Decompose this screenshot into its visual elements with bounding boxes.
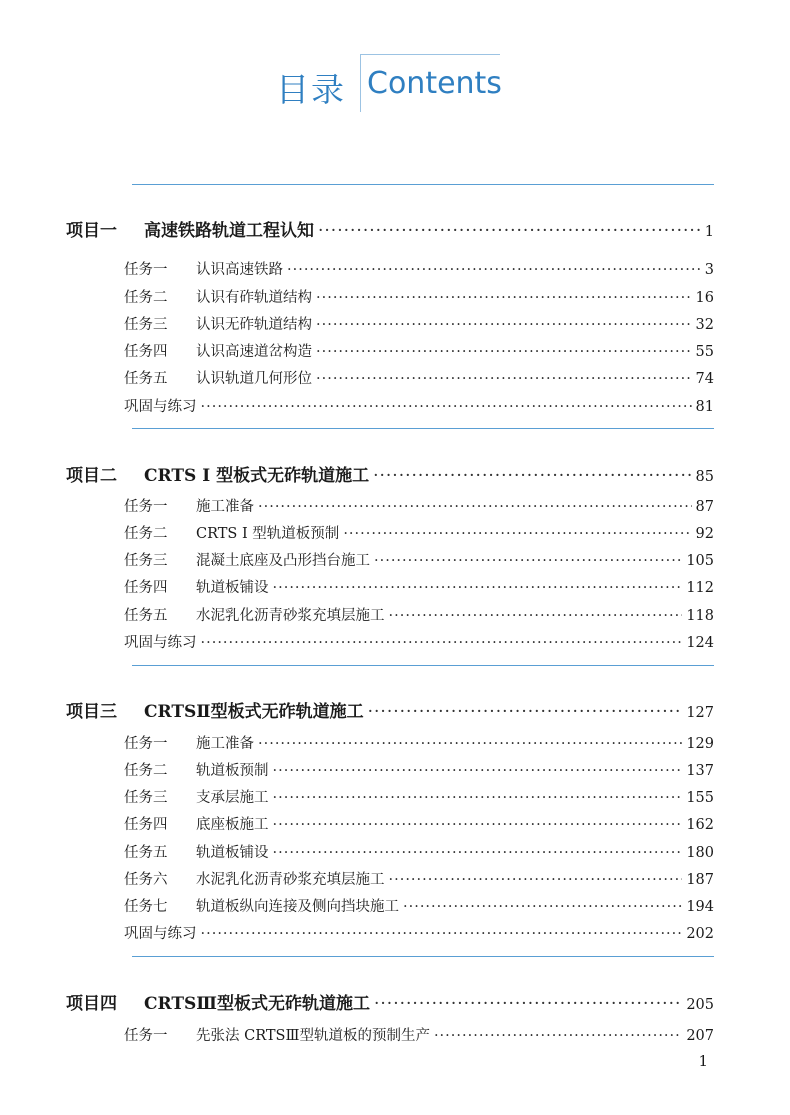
project-title <box>66 461 369 486</box>
task-title <box>124 604 385 625</box>
task-name: 轨道板纵向连接及侧向挡块施工 <box>196 899 399 915</box>
leader-dots <box>389 872 683 888</box>
task-label: 任务三 <box>124 553 168 569</box>
task-name: 水泥乳化沥青砂浆充填层施工 <box>196 608 385 624</box>
task-name: 认识有砟轨道结构 <box>196 290 312 306</box>
project-name: CRTS Ⅰ 型板式无砟轨道施工 <box>144 466 370 486</box>
task-name: 认识无砟轨道结构 <box>196 317 312 333</box>
section-divider <box>132 184 714 185</box>
page-ref: 105 <box>686 553 714 569</box>
leader-dots <box>343 526 691 542</box>
task-title <box>124 340 312 361</box>
project-entry[interactable] <box>66 216 714 241</box>
task-entry[interactable] <box>124 495 714 516</box>
task-name: 认识轨道几何形位 <box>196 371 312 387</box>
task-entry[interactable] <box>124 604 714 625</box>
page-number: 1 <box>698 1052 708 1070</box>
task-entry[interactable] <box>124 759 714 780</box>
task-title <box>124 759 269 780</box>
task-label: 任务七 <box>124 899 168 915</box>
task-title <box>124 813 269 834</box>
leader-dots <box>258 736 682 752</box>
task-name: 认识高速道岔构造 <box>196 344 312 360</box>
title-english: Contents <box>367 66 502 101</box>
leader-dots <box>316 317 692 333</box>
project-label: 项目四 <box>66 994 117 1014</box>
task-label: 任务五 <box>124 608 168 624</box>
task-name: 轨道板铺设 <box>196 580 269 596</box>
task-title <box>124 786 269 807</box>
leader-dots <box>258 499 692 515</box>
task-entry[interactable] <box>124 395 714 416</box>
task-entry[interactable] <box>124 1024 714 1045</box>
task-title <box>124 522 339 543</box>
page-ref: 1 <box>704 224 714 240</box>
task-title <box>124 367 312 388</box>
task-entry[interactable] <box>124 895 714 916</box>
leader-dots <box>273 817 683 833</box>
project-title <box>66 697 364 722</box>
task-entry[interactable] <box>124 340 714 361</box>
leader-dots <box>373 466 691 486</box>
leader-dots <box>316 371 692 387</box>
page-ref: 81 <box>695 399 714 415</box>
task-title <box>124 258 283 279</box>
task-title <box>124 868 385 889</box>
task-entry[interactable] <box>124 286 714 307</box>
leader-dots <box>434 1028 682 1044</box>
task-name: 先张法 CRTSⅢ型轨道板的预制生产 <box>196 1028 430 1044</box>
task-title <box>124 922 197 943</box>
task-entry[interactable] <box>124 786 714 807</box>
task-label: 任务二 <box>124 526 168 542</box>
task-label: 任务二 <box>124 763 168 779</box>
leader-dots <box>316 290 692 306</box>
task-entry[interactable] <box>124 258 714 279</box>
page-ref: 202 <box>686 926 714 942</box>
task-label: 任务五 <box>124 371 168 387</box>
leader-dots <box>287 262 701 278</box>
task-name: 认识高速铁路 <box>196 262 283 278</box>
section-divider <box>132 665 714 666</box>
task-label: 任务二 <box>124 290 168 306</box>
task-label: 任务三 <box>124 790 168 806</box>
project-name: 高速铁路轨道工程认知 <box>144 221 314 241</box>
task-entry[interactable] <box>124 367 714 388</box>
task-label: 任务五 <box>124 845 168 861</box>
task-entry[interactable] <box>124 732 714 753</box>
page-ref: 127 <box>686 705 714 721</box>
leader-dots <box>273 580 683 596</box>
leader-dots <box>318 221 701 241</box>
task-entry[interactable] <box>124 813 714 834</box>
task-entry[interactable] <box>124 522 714 543</box>
task-entry[interactable] <box>124 922 714 943</box>
page-ref: 129 <box>686 736 714 752</box>
leader-dots <box>201 635 683 651</box>
section-divider <box>132 428 714 429</box>
page-ref: 155 <box>686 790 714 806</box>
page-ref: 32 <box>695 317 714 333</box>
page-ref: 207 <box>686 1028 714 1044</box>
task-title <box>124 732 254 753</box>
project-label: 项目三 <box>66 702 117 722</box>
task-name: 混凝土底座及凸形挡台施工 <box>196 553 370 569</box>
task-name: CRTS Ⅰ 型轨道板预制 <box>196 526 340 542</box>
page-ref: 124 <box>686 635 714 651</box>
leader-dots <box>273 845 683 861</box>
page-ref: 16 <box>695 290 714 306</box>
task-name: 施工准备 <box>196 736 254 752</box>
task-title <box>124 841 269 862</box>
page-ref: 137 <box>686 763 714 779</box>
task-name: 轨道板预制 <box>196 763 269 779</box>
leader-dots <box>316 344 692 360</box>
page-ref: 87 <box>695 499 714 515</box>
leader-dots <box>403 899 682 915</box>
project-name: CRTSⅢ型板式无砟轨道施工 <box>144 994 370 1014</box>
project-entry[interactable] <box>66 461 714 486</box>
task-label: 任务一 <box>124 736 168 752</box>
leader-dots <box>389 608 683 624</box>
task-label: 任务四 <box>124 344 168 360</box>
task-name: 水泥乳化沥青砂浆充填层施工 <box>196 872 385 888</box>
task-name: 支承层施工 <box>196 790 269 806</box>
task-entry[interactable] <box>124 576 714 597</box>
page-ref: 194 <box>686 899 714 915</box>
task-label: 任务四 <box>124 817 168 833</box>
task-title <box>124 895 399 916</box>
task-label: 巩固与练习 <box>124 635 197 651</box>
task-title <box>124 576 269 597</box>
page-ref: 85 <box>695 469 714 485</box>
leader-dots <box>273 763 683 779</box>
task-title <box>124 286 312 307</box>
project-entry[interactable] <box>66 697 714 722</box>
leader-dots <box>374 994 682 1014</box>
title-top-line <box>360 54 500 55</box>
task-name: 施工准备 <box>196 499 254 515</box>
task-entry[interactable] <box>124 313 714 334</box>
task-title <box>124 631 197 652</box>
leader-dots <box>273 790 683 806</box>
task-title <box>124 313 312 334</box>
page-ref: 92 <box>695 526 714 542</box>
task-title <box>124 395 197 416</box>
task-entry[interactable] <box>124 631 714 652</box>
task-title <box>124 549 370 570</box>
page-ref: 187 <box>686 872 714 888</box>
task-label: 任务一 <box>124 1028 168 1044</box>
page-ref: 55 <box>695 344 714 360</box>
leader-dots <box>201 399 692 415</box>
task-label: 巩固与练习 <box>124 399 197 415</box>
page-ref: 180 <box>686 845 714 861</box>
task-label: 任务一 <box>124 499 168 515</box>
task-label: 任务四 <box>124 580 168 596</box>
page-ref: 3 <box>704 262 714 278</box>
task-entry[interactable] <box>124 549 714 570</box>
task-title <box>124 495 254 516</box>
project-name: CRTSⅡ型板式无砟轨道施工 <box>144 702 364 722</box>
project-entry[interactable] <box>66 989 714 1014</box>
task-label: 巩固与练习 <box>124 926 197 942</box>
section-divider <box>132 956 714 957</box>
task-name: 底座板施工 <box>196 817 269 833</box>
leader-dots <box>374 553 682 569</box>
page-ref: 112 <box>686 580 714 596</box>
project-title <box>66 216 314 241</box>
task-label: 任务六 <box>124 872 168 888</box>
toc-header <box>0 54 790 114</box>
title-chinese: 目录 <box>276 70 346 109</box>
task-name: 轨道板铺设 <box>196 845 269 861</box>
task-entry[interactable] <box>124 868 714 889</box>
task-label: 任务三 <box>124 317 168 333</box>
leader-dots <box>201 926 683 942</box>
page-ref: 118 <box>686 608 714 624</box>
page-ref: 162 <box>686 817 714 833</box>
task-label: 任务一 <box>124 262 168 278</box>
project-title <box>66 989 370 1014</box>
title-divider <box>360 54 361 112</box>
project-label: 项目二 <box>66 466 117 486</box>
task-entry[interactable] <box>124 841 714 862</box>
task-title <box>124 1024 430 1045</box>
project-label: 项目一 <box>66 221 117 241</box>
page-ref: 205 <box>686 997 714 1013</box>
leader-dots <box>368 702 683 722</box>
page-ref: 74 <box>695 371 714 387</box>
